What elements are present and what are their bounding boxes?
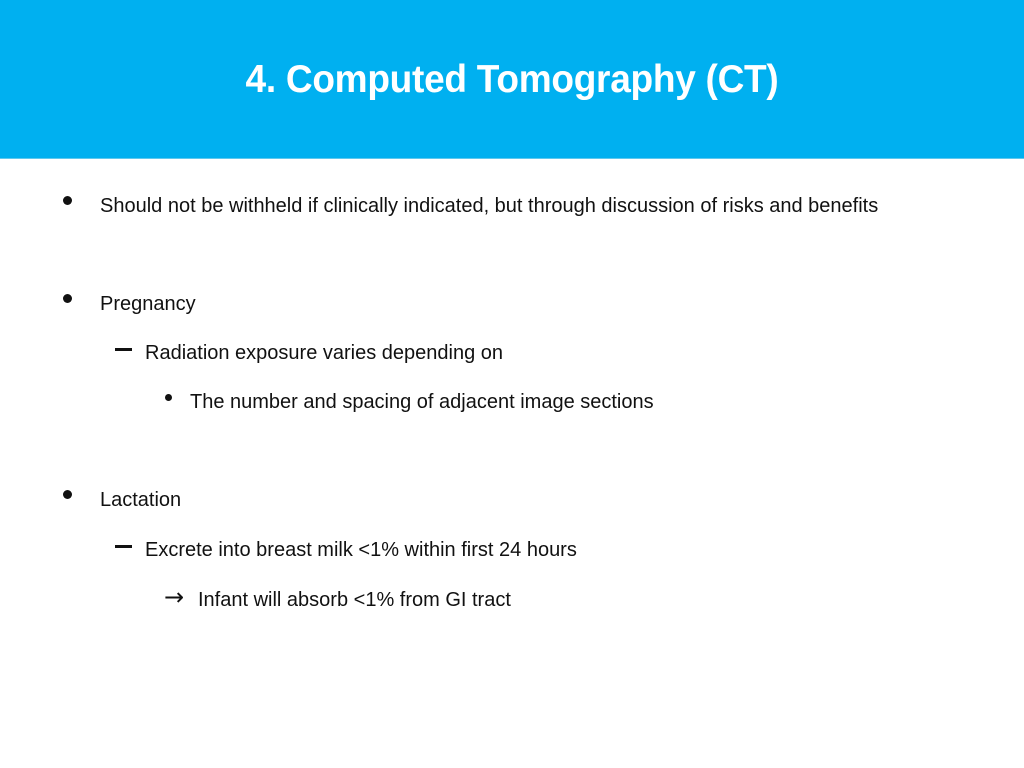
dash-icon bbox=[115, 545, 132, 548]
bullet-icon bbox=[165, 394, 172, 401]
dash-icon bbox=[115, 348, 132, 351]
sub-sub-bullet-text: Infant will absorb <1% from GI tract bbox=[198, 589, 511, 611]
slide-title: 4. Computed Tomography (CT) bbox=[245, 58, 779, 101]
bullet-icon bbox=[63, 196, 72, 205]
sub-sub-bullet-text: The number and spacing of adjacent image sections bbox=[190, 391, 654, 413]
bullet-text: Should not be withheld if clinically indicated, but through discussion of risks and benefits bbox=[100, 195, 879, 217]
bullet-text: Lactation bbox=[100, 489, 182, 511]
bullet-icon bbox=[63, 490, 72, 499]
sub-bullet-text: Radiation exposure varies depending on bbox=[145, 342, 504, 364]
sub-bullet-text: Excrete into breast milk <1% within first 24 hours bbox=[145, 539, 577, 561]
arrow-right-icon: → bbox=[164, 583, 185, 611]
title-banner bbox=[0, 0, 1024, 159]
bullet-icon bbox=[63, 294, 72, 303]
bullet-text: Pregnancy bbox=[100, 293, 196, 315]
